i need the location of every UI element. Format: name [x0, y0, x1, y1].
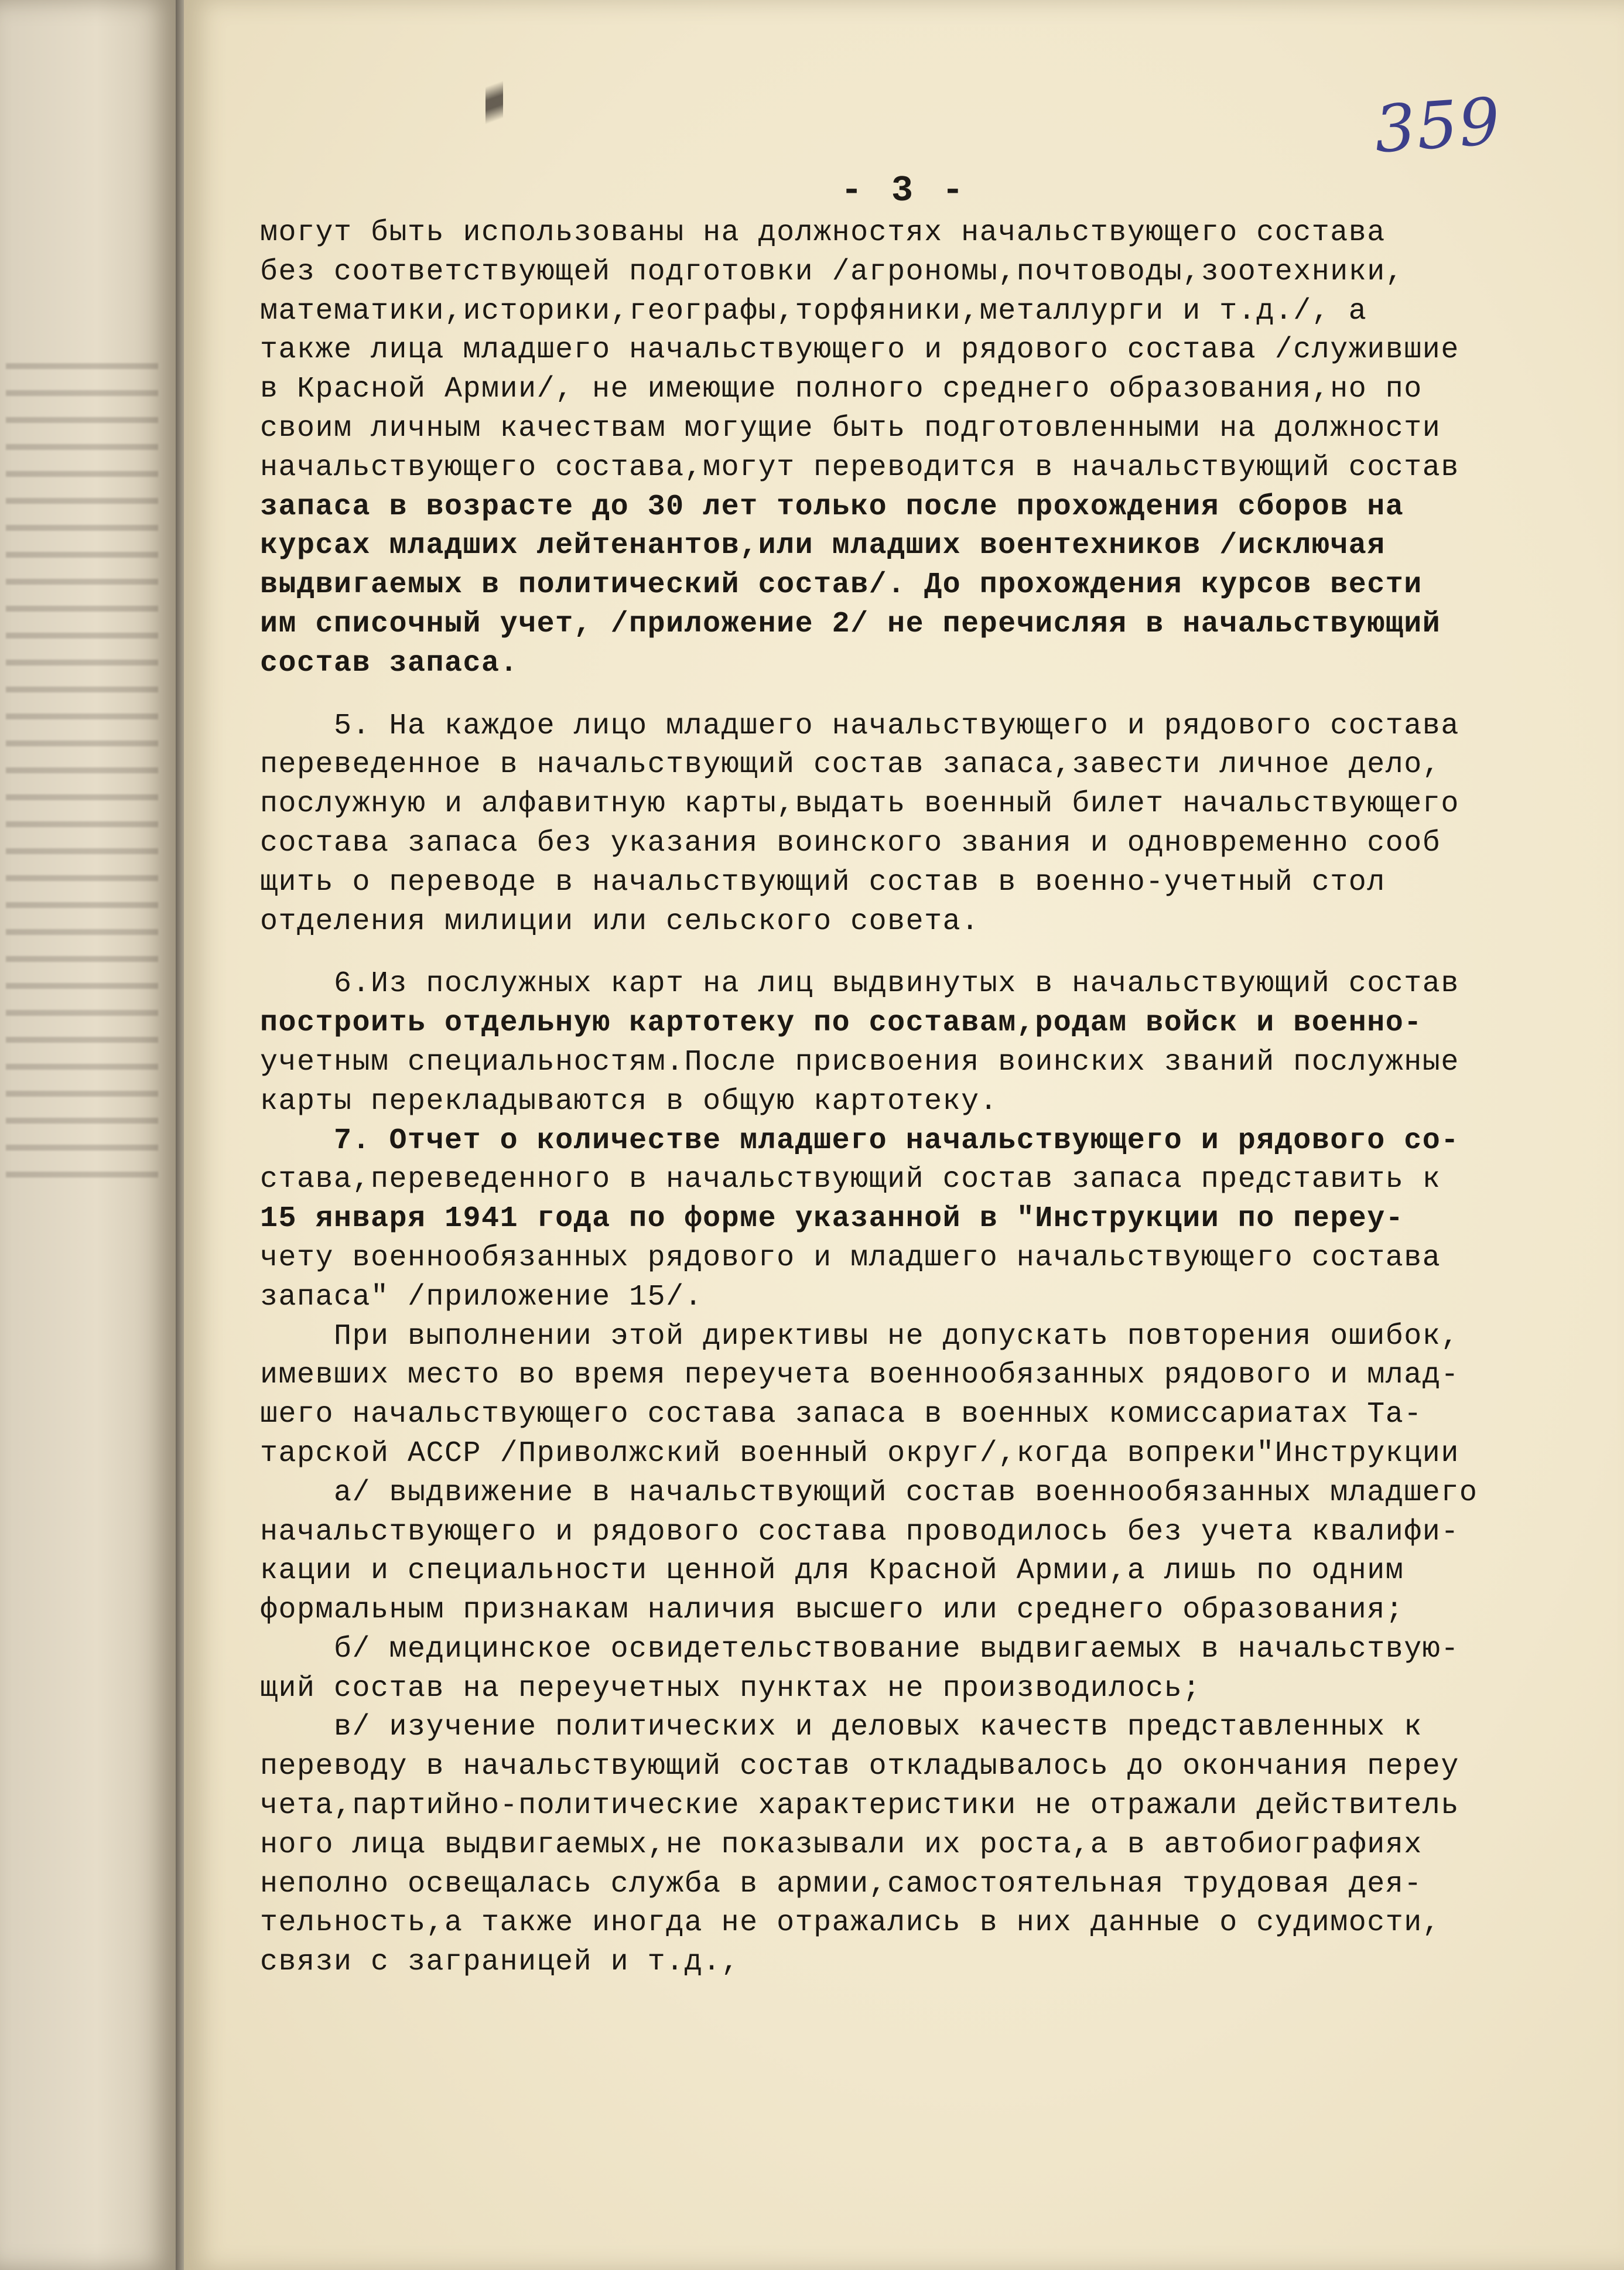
- text-line: запаса" /приложение 15/.: [260, 1280, 703, 1314]
- text-line: 15 января 1941 года по форме указанной в "Инструкции по переу-: [260, 1202, 1404, 1236]
- text-line: своим личным качествам могущие быть подготовленными на должности: [260, 411, 1441, 445]
- faded-text-bleed: [6, 363, 158, 1183]
- text-line: переводу в начальствующий состав откладывалось до окончания переу: [260, 1750, 1459, 1784]
- text-line: а/ выдвижение в начальствующий состав военнообязанных младшего: [260, 1476, 1478, 1510]
- text-line: могут быть использованы на должностях начальствующего состава: [260, 216, 1386, 250]
- previous-page-edge: [0, 0, 176, 2270]
- text-line: кации и специальности ценной для Красной Армии,а лишь по одним: [260, 1554, 1404, 1588]
- text-line: формальным признакам наличия высшего или среднего образования;: [260, 1593, 1404, 1627]
- typed-text-body: [260, 214, 1572, 1982]
- text-line: 7. Отчет о количестве младшего начальствующего и рядового со-: [260, 1124, 1459, 1158]
- text-line: ного лица выдвигаемых,не показывали их роста,а в автобиографиях: [260, 1828, 1423, 1862]
- text-line: чета,партийно-политические характеристики не отражали действитель: [260, 1789, 1459, 1823]
- text-line: переведенное в начальствующий состав запаса,завести личное дело,: [260, 748, 1441, 782]
- text-line: начальствующего состава,могут переводится в начальствующий состав: [260, 450, 1459, 484]
- text-line: щить о переводе в начальствующий состав в военно-учетный стол: [260, 865, 1386, 899]
- text-line: б/ медицинское освидетельствование выдвигаемых в начальствую-: [260, 1632, 1459, 1666]
- text-line: неполно освещалась служба в армии,самостоятельная трудовая дея-: [260, 1867, 1423, 1901]
- text-line: отделения милиции или сельского совета.: [260, 904, 980, 938]
- text-line: математики,историки,географы,торфяники,металлурги и т.д./, а: [260, 294, 1367, 328]
- text-line: учетным специальностям.После присвоения воинских званий послужные: [260, 1045, 1459, 1079]
- text-line: запаса в возрасте до 30 лет только после прохождения сборов на: [260, 490, 1404, 524]
- text-line: шего начальствующего состава запаса в военных комиссариатах Та-: [260, 1398, 1423, 1432]
- folio-number: 359: [1372, 83, 1504, 168]
- text-line: в Красной Армии/, не имеющие полного среднего образования,но по: [260, 373, 1423, 407]
- text-line: состав запаса.: [260, 646, 519, 680]
- text-line: им списочный учет, /приложение 2/ не перечисляя в начальствующий: [260, 607, 1441, 641]
- text-line: При выполнении этой директивы не допускать повторения ошибок,: [260, 1319, 1459, 1353]
- text-line: тарской АССР /Приволжский военный округ/,когда вопреки"Инструкции: [260, 1436, 1459, 1470]
- text-line: построить отдельную картотеку по составам,родам войск и военно-: [260, 1006, 1423, 1040]
- text-line: става,переведенного в начальствующий состав запаса представить к: [260, 1163, 1441, 1197]
- page-number: - 3 -: [840, 170, 967, 211]
- document-page: [184, 0, 1624, 2270]
- text-line: в/ изучение политических и деловых качеств представленных к: [260, 1711, 1423, 1745]
- text-line: 6.Из послужных карт на лиц выдвинутых в начальствующий состав: [260, 967, 1459, 1001]
- paragraph-gap: [260, 941, 1572, 965]
- text-line: выдвигаемых в политический состав/. До прохождения курсов вести: [260, 568, 1423, 602]
- text-line: начальствующего и рядового состава проводилось без учета квалифи-: [260, 1515, 1459, 1549]
- text-line: 5. На каждое лицо младшего начальствующего и рядового состава: [260, 709, 1459, 743]
- text-line: связи с заграницей и т.д.,: [260, 1945, 740, 1979]
- text-line: послужную и алфавитную карты,выдать военный билет начальствующего: [260, 787, 1459, 821]
- text-line: карты перекладываются в общую картотеку.: [260, 1084, 999, 1118]
- text-line: состава запаса без указания воинского звания и одновременно сооб: [260, 826, 1441, 860]
- paragraph-gap: [260, 684, 1572, 707]
- text-line: тельность,а также иногда не отражались в них данные о судимости,: [260, 1906, 1441, 1940]
- text-line: чету военнообязанных рядового и младшего начальствующего состава: [260, 1241, 1441, 1275]
- binding-mark: [486, 59, 503, 146]
- text-line: щий состав на переучетных пунктах не производилось;: [260, 1671, 1201, 1705]
- text-line: курсах младших лейтенантов,или младших воентехников /исключая: [260, 529, 1386, 563]
- text-line: имевших место во время переучета военнообязанных рядового и млад-: [260, 1358, 1459, 1392]
- text-line: без соответствующей подготовки /агрономы,почтоводы,зоотехники,: [260, 255, 1404, 289]
- binding-gutter: [176, 0, 184, 2270]
- text-line: также лица младшего начальствующего и рядового состава /служившие: [260, 333, 1459, 367]
